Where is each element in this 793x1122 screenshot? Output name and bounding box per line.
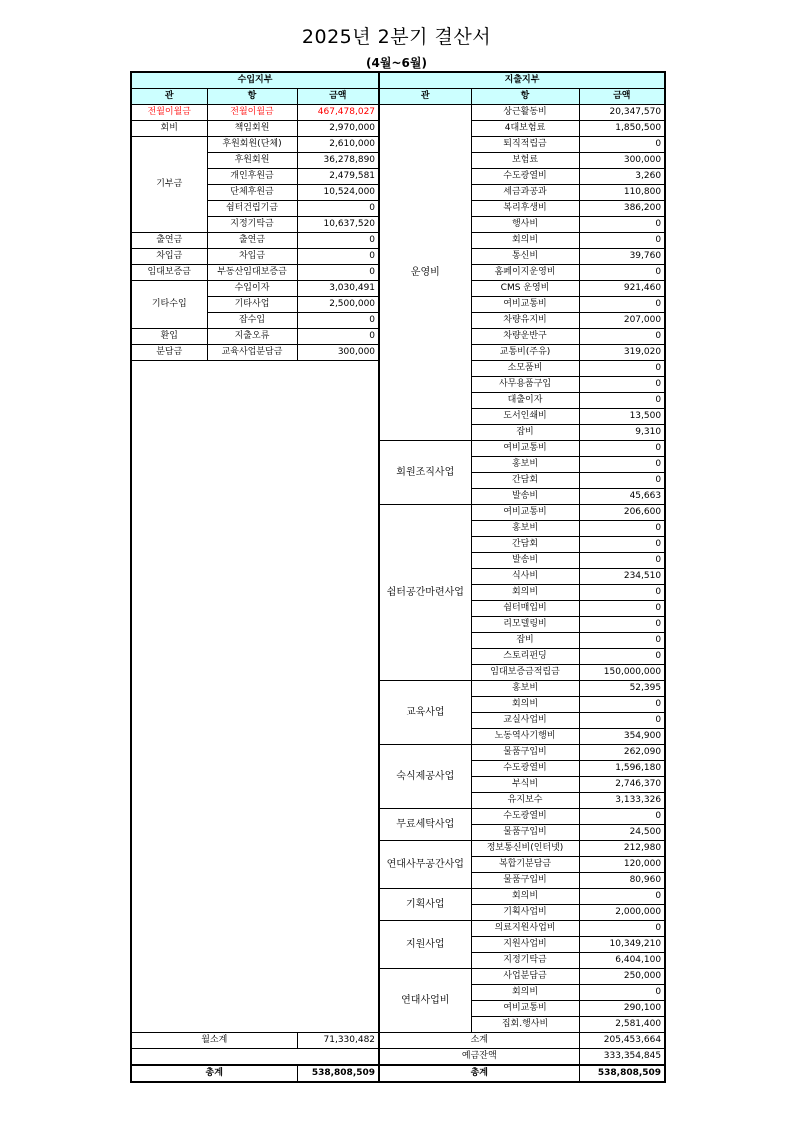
income-gwan-cell: 기타수입 bbox=[131, 281, 207, 329]
expense-amount-cell: 3,133,326 bbox=[579, 793, 665, 809]
expense-gwan-cell: 숙식제공사업 bbox=[379, 745, 471, 809]
expense-hang-cell: 유지보수 bbox=[471, 793, 579, 809]
expense-hang-cell: 잡비 bbox=[471, 633, 579, 649]
expense-hang-cell: 식사비 bbox=[471, 569, 579, 585]
expense-hang-cell: 물품구입비 bbox=[471, 825, 579, 841]
income-amount-cell: 0 bbox=[297, 329, 379, 345]
period-label: (4월~6월) bbox=[366, 56, 427, 70]
income-hang-cell: 부동산임대보증금 bbox=[207, 265, 297, 281]
expense-amount-cell: 10,349,210 bbox=[579, 937, 665, 953]
expense-hang-cell: 의료지원사업비 bbox=[471, 921, 579, 937]
income-hang-cell: 기타사업 bbox=[207, 297, 297, 313]
expense-hang-cell: 복합기분담금 bbox=[471, 857, 579, 873]
expense-hang-cell: 노동역사기행비 bbox=[471, 729, 579, 745]
expense-amount-cell: 0 bbox=[579, 585, 665, 601]
expense-hang-cell: 사무용품구입 bbox=[471, 377, 579, 393]
expense-hang-cell: 사업분담금 bbox=[471, 969, 579, 985]
expense-gwan-cell: 기획사업 bbox=[379, 889, 471, 921]
balance-row bbox=[131, 1049, 665, 1066]
expense-gwan-cell: 운영비 bbox=[379, 105, 471, 441]
income-amount-cell: 0 bbox=[297, 313, 379, 329]
income-amount-cell: 2,479,581 bbox=[297, 169, 379, 185]
expense-hang-cell: 여비교통비 bbox=[471, 505, 579, 521]
expense-hang-cell: 도서인쇄비 bbox=[471, 409, 579, 425]
expense-amount-cell: 0 bbox=[579, 601, 665, 617]
expense-hang-cell: 행사비 bbox=[471, 217, 579, 233]
expense-hang-cell: 대출이자 bbox=[471, 393, 579, 409]
income-amount-cell: 10,524,000 bbox=[297, 185, 379, 201]
expense-amount-cell: 2,581,400 bbox=[579, 1017, 665, 1033]
income-hang-cell: 개인후원금 bbox=[207, 169, 297, 185]
income-amount-cell: 0 bbox=[297, 233, 379, 249]
table-row bbox=[131, 105, 665, 121]
income-hang-cell: 책임회원 bbox=[207, 121, 297, 137]
expense-balance-label: 예금잔액 bbox=[379, 1049, 579, 1066]
document-title: 2025년 2분기 결산서 bbox=[301, 26, 492, 48]
expense-gwan-cell: 연대사무공간사업 bbox=[379, 841, 471, 889]
income-amount-cell: 2,610,000 bbox=[297, 137, 379, 153]
expense-amount-cell: 921,460 bbox=[579, 281, 665, 297]
expense-hang-cell: 지원사업비 bbox=[471, 937, 579, 953]
expense-hang-cell: 홈페이지운영비 bbox=[471, 265, 579, 281]
expense-amount-cell: 0 bbox=[579, 441, 665, 457]
expense-amount-cell: 0 bbox=[579, 137, 665, 153]
expense-total-value: 538,808,509 bbox=[579, 1065, 665, 1082]
expense-amount-cell: 0 bbox=[579, 889, 665, 905]
expense-amount-cell: 386,200 bbox=[579, 201, 665, 217]
expense-hang-cell: 회의비 bbox=[471, 889, 579, 905]
income-gwan-cell: 환입 bbox=[131, 329, 207, 345]
income-balance-empty bbox=[131, 1049, 379, 1066]
expense-hang-cell: 간담회 bbox=[471, 473, 579, 489]
expense-hang-cell: 물품구입비 bbox=[471, 873, 579, 889]
income-amount-cell: 300,000 bbox=[297, 345, 379, 361]
expense-hang-cell: 쉼터매입비 bbox=[471, 601, 579, 617]
income-hang-cell: 지정기탁금 bbox=[207, 217, 297, 233]
expense-hang-cell: 기획사업비 bbox=[471, 905, 579, 921]
expense-amount-cell: 0 bbox=[579, 553, 665, 569]
expense-amount-cell: 110,800 bbox=[579, 185, 665, 201]
expense-hang-cell: 통신비 bbox=[471, 249, 579, 265]
subtotal-row bbox=[131, 1033, 665, 1049]
expense-subtotal-value: 205,453,664 bbox=[579, 1033, 665, 1049]
expense-amount-cell: 319,020 bbox=[579, 345, 665, 361]
expense-hang-cell: 홍보비 bbox=[471, 681, 579, 697]
expense-amount-cell: 3,260 bbox=[579, 169, 665, 185]
expense-hang-cell: 부식비 bbox=[471, 777, 579, 793]
income-hang-cell: 쉼터건립기금 bbox=[207, 201, 297, 217]
expense-hang-cell: 지정기탁금 bbox=[471, 953, 579, 969]
income-hang-cell: 단체후원금 bbox=[207, 185, 297, 201]
expense-amount-cell: 234,510 bbox=[579, 569, 665, 585]
expense-hang-cell: 여비교통비 bbox=[471, 1001, 579, 1017]
income-total-value: 538,808,509 bbox=[297, 1065, 379, 1082]
expense-hang-cell: 여비교통비 bbox=[471, 441, 579, 457]
expense-col-hang: 항 bbox=[471, 89, 579, 105]
expense-amount-cell: 24,500 bbox=[579, 825, 665, 841]
expense-gwan-cell: 회원조직사업 bbox=[379, 441, 471, 505]
expense-amount-cell: 6,404,100 bbox=[579, 953, 665, 969]
income-amount-cell: 3,030,491 bbox=[297, 281, 379, 297]
expense-amount-cell: 290,100 bbox=[579, 1001, 665, 1017]
expense-amount-cell: 0 bbox=[579, 473, 665, 489]
expense-amount-cell: 39,760 bbox=[579, 249, 665, 265]
expense-hang-cell: 회의비 bbox=[471, 697, 579, 713]
expense-balance-value: 333,354,845 bbox=[579, 1049, 665, 1066]
expense-amount-cell: 0 bbox=[579, 297, 665, 313]
expense-amount-cell: 300,000 bbox=[579, 153, 665, 169]
expense-amount-cell: 206,600 bbox=[579, 505, 665, 521]
income-col-hang: 항 bbox=[207, 89, 297, 105]
income-subtotal-label: 월소계 bbox=[131, 1033, 297, 1049]
total-row bbox=[131, 1065, 665, 1082]
income-gwan-cell: 차입금 bbox=[131, 249, 207, 265]
income-hang-cell: 지출오류 bbox=[207, 329, 297, 345]
expense-hang-cell: CMS 운영비 bbox=[471, 281, 579, 297]
expense-hang-cell: 4대보험료 bbox=[471, 121, 579, 137]
expense-hang-cell: 소모품비 bbox=[471, 361, 579, 377]
expense-hang-cell: 수도광열비 bbox=[471, 169, 579, 185]
income-section-header: 수입지부 bbox=[131, 72, 379, 89]
expense-amount-cell: 0 bbox=[579, 217, 665, 233]
income-gwan-cell: 회비 bbox=[131, 121, 207, 137]
income-hang-cell: 후원회원(단체) bbox=[207, 137, 297, 153]
expense-gwan-cell: 쉼터공간마련사업 bbox=[379, 505, 471, 681]
income-amount-cell: 2,500,000 bbox=[297, 297, 379, 313]
expense-amount-cell: 1,850,500 bbox=[579, 121, 665, 137]
expense-amount-cell: 262,090 bbox=[579, 745, 665, 761]
income-amount-cell: 0 bbox=[297, 265, 379, 281]
expense-section-header: 지출지부 bbox=[379, 72, 665, 89]
expense-amount-cell: 0 bbox=[579, 713, 665, 729]
expense-amount-cell: 0 bbox=[579, 233, 665, 249]
income-hang-cell: 잡수입 bbox=[207, 313, 297, 329]
income-subtotal-value: 71,330,482 bbox=[297, 1033, 379, 1049]
income-gwan-cell: 임대보증금 bbox=[131, 265, 207, 281]
expense-gwan-cell: 지원사업 bbox=[379, 921, 471, 969]
expense-hang-cell: 정보통신비(인터넷) bbox=[471, 841, 579, 857]
expense-amount-cell: 13,500 bbox=[579, 409, 665, 425]
expense-amount-cell: 2,746,370 bbox=[579, 777, 665, 793]
expense-col-amount: 금액 bbox=[579, 89, 665, 105]
income-amount-cell: 10,637,520 bbox=[297, 217, 379, 233]
expense-amount-cell: 0 bbox=[579, 921, 665, 937]
income-hang-cell: 수입이자 bbox=[207, 281, 297, 297]
expense-gwan-cell: 무료세탁사업 bbox=[379, 809, 471, 841]
column-header-row bbox=[131, 89, 665, 105]
expense-hang-cell: 회의비 bbox=[471, 233, 579, 249]
expense-amount-cell: 0 bbox=[579, 617, 665, 633]
expense-hang-cell: 차량운반구 bbox=[471, 329, 579, 345]
expense-amount-cell: 52,395 bbox=[579, 681, 665, 697]
expense-amount-cell: 0 bbox=[579, 633, 665, 649]
expense-amount-cell: 0 bbox=[579, 697, 665, 713]
expense-hang-cell: 스토리펀딩 bbox=[471, 649, 579, 665]
income-amount-cell: 36,278,890 bbox=[297, 153, 379, 169]
expense-amount-cell: 207,000 bbox=[579, 313, 665, 329]
settlement-table bbox=[130, 71, 666, 1083]
income-amount-cell: 0 bbox=[297, 201, 379, 217]
income-hang-cell: 교육사업분담금 bbox=[207, 345, 297, 361]
expense-amount-cell: 0 bbox=[579, 521, 665, 537]
expense-hang-cell: 수도광열비 bbox=[471, 809, 579, 825]
expense-amount-cell: 2,000,000 bbox=[579, 905, 665, 921]
expense-amount-cell: 0 bbox=[579, 361, 665, 377]
income-hang-cell: 차입금 bbox=[207, 249, 297, 265]
income-amount-cell: 2,970,000 bbox=[297, 121, 379, 137]
expense-hang-cell: 발송비 bbox=[471, 489, 579, 505]
section-header-row bbox=[131, 72, 665, 89]
expense-amount-cell: 354,900 bbox=[579, 729, 665, 745]
expense-amount-cell: 80,960 bbox=[579, 873, 665, 889]
expense-amount-cell: 212,980 bbox=[579, 841, 665, 857]
expense-hang-cell: 상근활동비 bbox=[471, 105, 579, 121]
income-total-label: 총계 bbox=[131, 1065, 297, 1082]
expense-amount-cell: 0 bbox=[579, 329, 665, 345]
expense-hang-cell: 차량유지비 bbox=[471, 313, 579, 329]
expense-subtotal-label: 소계 bbox=[379, 1033, 579, 1049]
income-gwan-cell: 기부금 bbox=[131, 137, 207, 233]
income-gwan-cell: 출연금 bbox=[131, 233, 207, 249]
expense-hang-cell: 퇴직적립금 bbox=[471, 137, 579, 153]
expense-amount-cell: 120,000 bbox=[579, 857, 665, 873]
expense-hang-cell: 임대보증금적립금 bbox=[471, 665, 579, 681]
expense-amount-cell: 0 bbox=[579, 377, 665, 393]
expense-hang-cell: 여비교통비 bbox=[471, 297, 579, 313]
expense-hang-cell: 발송비 bbox=[471, 553, 579, 569]
expense-amount-cell: 1,596,180 bbox=[579, 761, 665, 777]
expense-hang-cell: 간담회 bbox=[471, 537, 579, 553]
expense-hang-cell: 복리후생비 bbox=[471, 201, 579, 217]
expense-hang-cell: 홍보비 bbox=[471, 521, 579, 537]
income-amount-cell: 467,478,027 bbox=[297, 105, 379, 121]
expense-hang-cell: 교통비(주유) bbox=[471, 345, 579, 361]
expense-gwan-cell: 교육사업 bbox=[379, 681, 471, 745]
expense-hang-cell: 회의비 bbox=[471, 585, 579, 601]
expense-amount-cell: 0 bbox=[579, 537, 665, 553]
expense-amount-cell: 0 bbox=[579, 985, 665, 1001]
expense-hang-cell: 리모델링비 bbox=[471, 617, 579, 633]
expense-amount-cell: 9,310 bbox=[579, 425, 665, 441]
expense-hang-cell: 회의비 bbox=[471, 985, 579, 1001]
expense-amount-cell: 20,347,570 bbox=[579, 105, 665, 121]
expense-hang-cell: 교실사업비 bbox=[471, 713, 579, 729]
expense-amount-cell: 150,000,000 bbox=[579, 665, 665, 681]
income-hang-cell: 전월이월금 bbox=[207, 105, 297, 121]
income-gwan-cell: 전월이월금 bbox=[131, 105, 207, 121]
income-col-amount: 금액 bbox=[297, 89, 379, 105]
expense-amount-cell: 0 bbox=[579, 457, 665, 473]
expense-hang-cell: 물품구입비 bbox=[471, 745, 579, 761]
income-gwan-cell: 분담금 bbox=[131, 345, 207, 361]
expense-amount-cell: 250,000 bbox=[579, 969, 665, 985]
expense-hang-cell: 잡비 bbox=[471, 425, 579, 441]
expense-amount-cell: 0 bbox=[579, 809, 665, 825]
expense-hang-cell: 보험료 bbox=[471, 153, 579, 169]
expense-hang-cell: 집회.행사비 bbox=[471, 1017, 579, 1033]
income-empty-area bbox=[131, 361, 379, 1033]
expense-amount-cell: 0 bbox=[579, 393, 665, 409]
expense-gwan-cell: 연대사업비 bbox=[379, 969, 471, 1033]
expense-hang-cell: 수도광열비 bbox=[471, 761, 579, 777]
expense-total-label: 총계 bbox=[379, 1065, 579, 1082]
expense-hang-cell: 세금과공과 bbox=[471, 185, 579, 201]
income-hang-cell: 후원회원 bbox=[207, 153, 297, 169]
income-amount-cell: 0 bbox=[297, 249, 379, 265]
income-col-gwan: 관 bbox=[131, 89, 207, 105]
expense-amount-cell: 0 bbox=[579, 265, 665, 281]
expense-hang-cell: 홍보비 bbox=[471, 457, 579, 473]
expense-amount-cell: 0 bbox=[579, 649, 665, 665]
expense-amount-cell: 45,663 bbox=[579, 489, 665, 505]
income-hang-cell: 출연금 bbox=[207, 233, 297, 249]
expense-col-gwan: 관 bbox=[379, 89, 471, 105]
